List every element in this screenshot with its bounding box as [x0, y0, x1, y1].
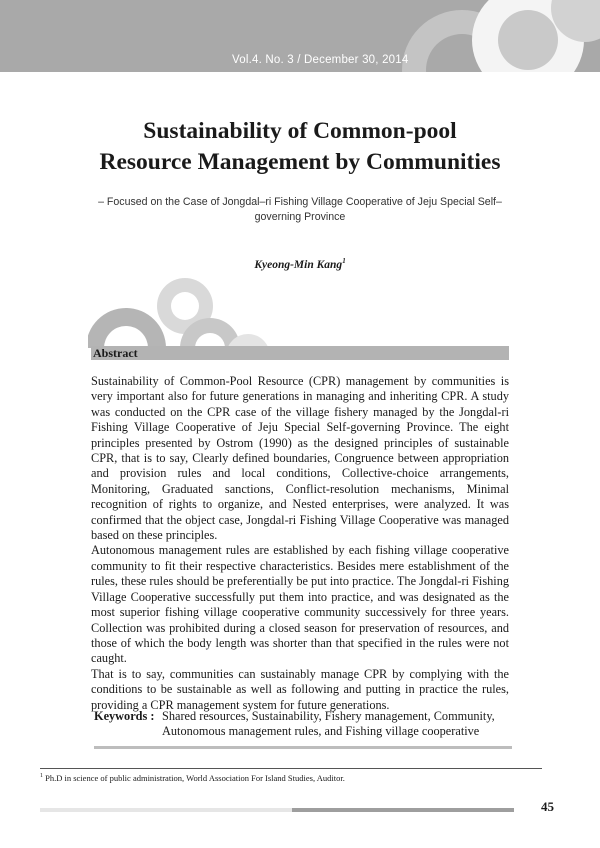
abstract-circle-decoration — [88, 266, 288, 348]
title-line-1: Sustainability of Common-pool — [143, 118, 457, 144]
title-line-2: Resource Management by Communities — [99, 149, 501, 175]
article-subtitle: – Focused on the Case of Jongdal–ri Fishing Village Cooperative of Jeju Special Self–governing Province — [98, 196, 502, 223]
abstract-paragraph-1: Sustainability of Common-Pool Resource (CPR) management by communities is very important also for future generations in managing and inheriting CPR. A study was conducted on the CPR case of the village fishery managed by the Jongdal-ri Fishing Village Cooperative of Jeju Special Self-governing Province. The eight principles presented by Ostrom (1990) as the designed principles of sustainable CPR, that is to say, Clearly defined boundaries, Congruence between appropriation and provision rules and local conditions, Collective-choice arrangements, Monitoring, Graduated sanctions, Conflict-resolution mechanisms, Minimal recognition of rights to organize, and Nested enterprises, were analyzed. It was confirmed that the object case, Jongdal-ri Fishing Village Cooperative was managed based on these principles. — [91, 374, 509, 543]
page-number: 45 — [541, 799, 554, 814]
abstract-paragraph-3: That is to say, communities can sustainably manage CPR by complying with the conditions to be sustainable as well as following and putting in practice the rules, providing a CPR management system for future generations. — [91, 666, 509, 712]
header-circle-decoration — [400, 0, 600, 92]
keywords-rule — [94, 746, 512, 749]
issue-line: Vol.4. No. 3 / December 30, 2014 — [232, 54, 409, 66]
footnote-mark: 1 — [40, 773, 43, 780]
article-title — [40, 116, 560, 178]
abstract-paragraph-2: Autonomous management rules are established by each fishing village cooperative community to fit their respective characteristics. Besides mere establishment of the rules, these rules should be preferentially be put into practice. The Jongdal-ri Fishing Village Cooperative successfully put them into practice, and was designated as the most superior fishing village cooperative community successively for three years. Collection was prohibited during a closed season for preservation of resources, and those of which the body length was shorter than that specified in the rules were not caught. — [91, 543, 509, 666]
footnote-rule — [40, 768, 542, 769]
footnote-text: Ph.D in science of public administration, World Association For Island Studies, Auditor. — [45, 773, 345, 783]
author-footnote-mark: 1 — [342, 257, 346, 265]
keywords-label: Keywords : — [94, 709, 155, 723]
abstract-heading: Abstract — [93, 346, 138, 360]
abstract-body — [91, 374, 509, 713]
keywords-block — [94, 709, 509, 740]
footer-bar-dark — [292, 808, 514, 812]
author-name: Kyeong-Min Kang — [254, 258, 343, 271]
keywords-text: Shared resources, Sustainability, Fishery management, Community, Autonomous management rules, and Fishing village cooperative — [162, 709, 495, 739]
abstract-heading-bar — [91, 346, 509, 360]
footnote — [40, 773, 560, 783]
